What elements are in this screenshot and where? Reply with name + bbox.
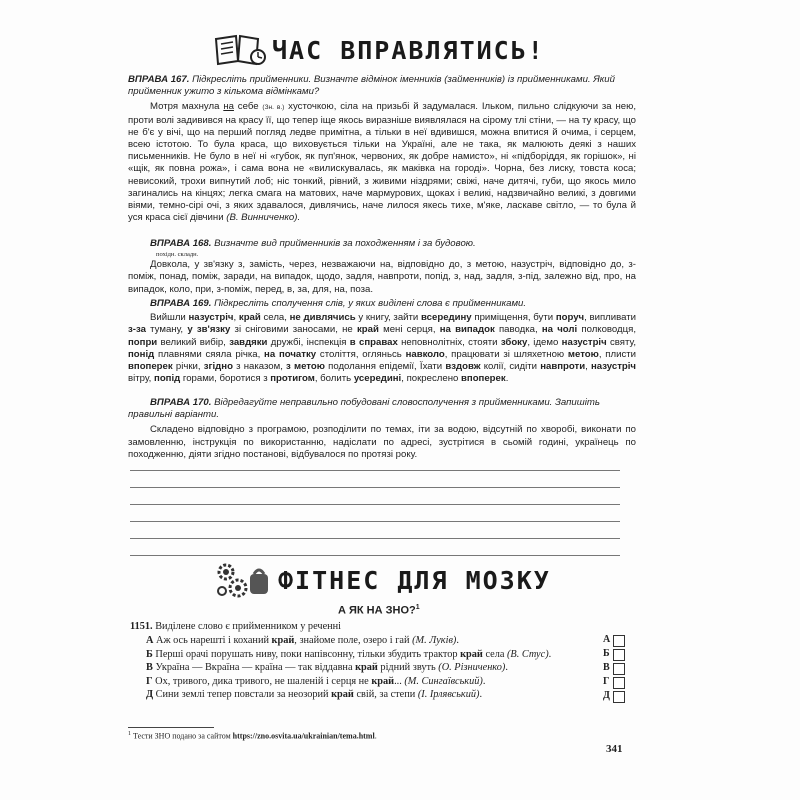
section-title: ФІТНЕС ДЛЯ МОЗКУ <box>278 565 551 595</box>
exercise-170-text: Складено відповідно з програмою, розподілити по темах, іти за водою, відсутній по хворобі, виконати по замовленню, інструкція по використанню, надіслати по адресі, зустрітися в сьомій годині, українець по походженню, діяти згідно постанові, відбувалося по протязі року. <box>128 424 636 460</box>
answer-line[interactable] <box>130 487 620 488</box>
footnote-number: 1 <box>128 731 131 737</box>
text-segment: , ідемо <box>527 336 562 348</box>
highlighted-word: впоперек <box>461 373 506 385</box>
exercise-170 <box>128 397 636 461</box>
option-text: . <box>479 689 483 701</box>
text-segment: себе <box>233 101 263 113</box>
highlighted-word: всередину <box>421 312 472 324</box>
highlighted-word: з-за <box>128 324 146 336</box>
highlighted-word: не дивлячись <box>289 312 356 324</box>
highlighted-word: збоку <box>500 336 528 348</box>
exercise-168-text: Довкола, у зв'язку з, замість, через, незважаючи на, відповідно до, з метою, назустріч, відповідно до, з-поміж, понад, поміж, заради, на випадок, щодо, задля, навпроти, попід, з, над, задля, з-під, залежно від, про, на випадок, коло, при, з-поміж, перед, в, за, для, на, поза. <box>128 259 636 295</box>
highlighted-word: з метою <box>286 361 325 373</box>
footnote <box>128 731 377 741</box>
highlighted-word: згідно <box>203 361 233 373</box>
fitness-section-header <box>214 560 551 600</box>
answer-option <box>146 634 598 648</box>
highlighted-word: протигом <box>270 373 315 385</box>
answer-letter: Г <box>603 676 610 687</box>
answer-line[interactable] <box>130 555 620 556</box>
text-segment: великий вибір, <box>157 336 230 348</box>
option-text: , знайоме поле, озеро і гай <box>294 635 413 646</box>
text-segment: , <box>233 312 239 324</box>
text-segment: хусточкою, сіла на призьбі й задумалася. Ільком, пильно слідкуючи за нею, проти волі задивився на красу її, що тепер іще якось виразніше виявлялася на сірому тлі стіни, — на ту красу, що не б'є у вічі, що на перший погляд ледве примітна, а тільки в неї вдивишся, можна впитися й очима, і серцем, всею істотою. То була краса, що виховується тільки на Україні, але не така, як малюють деякі з наших письменників. Не було в неї ні «губок, як пуп'янок, червоних, як добре намисто», ні «підборіддя, як горішок», ні «щік, як повна рожа», і сама вона не «вилискувалась, як маківка на городі». Чорна, без лиску, товста коса; невисокий, трохи випнутий лоб; ніс тонкий, рівний, з живими ніздрями; свіжі, наче дитячі, губи, що якось мило загинались на кінцях; легка смага на матових, наче мармурових, щоках і великі, надзвичайно великі, з довгими віями, темно-сірі очі, з яких здавалося, дивлячись, наче лилося якесь тихе, м'яке, ласкаве світло, — то була й уся краса сієї дівчини <box>128 101 636 224</box>
exercise-168-task <box>128 238 636 250</box>
highlighted-word: край <box>356 324 379 336</box>
footnote-divider <box>128 727 214 728</box>
text-segment: плавнями сяяла річка, <box>154 348 265 360</box>
footnote-text: Тести ЗНО подано за сайтом <box>133 731 233 741</box>
answer-letter: Б <box>603 648 610 659</box>
option-text: ... <box>394 675 405 687</box>
text-segment: з наказом, <box>232 361 287 373</box>
text-segment: святу, <box>606 336 636 348</box>
text-segment: річки, <box>172 361 204 373</box>
section-title: ЧАС ВПРАВЛЯТИСЬ! <box>272 35 545 65</box>
highlighted-word: край <box>238 312 261 324</box>
option-keyword: край <box>371 675 395 687</box>
exercise-169-heading: ВПРАВА 169. <box>150 298 212 309</box>
highlighted-word: у зв'язку <box>187 324 231 336</box>
text-segment: паводка, <box>494 324 542 336</box>
exercise-170-task <box>128 397 636 421</box>
option-text: Ох, тривого, дика тривого, не шаленій і серця не <box>152 675 372 687</box>
highlighted-word: на чолі <box>541 324 578 336</box>
highlighted-word: усередині <box>353 373 402 385</box>
exercise-168 <box>128 238 636 296</box>
answer-letter: В <box>603 662 610 673</box>
exercise-170-heading: ВПРАВА 170. <box>150 397 212 408</box>
text-segment: мені серця, <box>378 324 440 336</box>
highlighted-word: назустріч <box>188 312 234 324</box>
option-letter: Б <box>146 648 153 660</box>
gears-brain-icon <box>214 560 272 600</box>
book-clock-icon <box>214 33 266 67</box>
option-letter: А <box>146 635 154 646</box>
exercise-168-heading: ВПРАВА 168. <box>150 238 212 249</box>
text-segment: туману, <box>145 324 188 336</box>
case-annotation: (Зн. в.) <box>262 104 285 112</box>
exercise-167-task <box>128 74 636 98</box>
exercise-169-text <box>128 312 636 385</box>
answer-option <box>146 648 598 662</box>
answer-line[interactable] <box>130 470 620 471</box>
text-segment: приміщення, бути <box>471 312 556 324</box>
exercise-section-header <box>214 33 545 67</box>
highlighted-word: назустріч <box>561 336 607 348</box>
highlighted-word: метою <box>567 348 599 360</box>
exercise-169-task <box>128 298 636 310</box>
question-prompt: Виділене слово є прийменником у реченні <box>155 621 342 632</box>
highlighted-word: на випадок <box>439 324 495 336</box>
answer-checkbox[interactable] <box>613 663 625 675</box>
exercise-169 <box>128 298 636 385</box>
question-number: 1151. <box>130 621 153 632</box>
option-keyword: край <box>331 689 354 701</box>
text-segment: , <box>585 361 591 373</box>
text-segment: дружбі, інспекція <box>267 336 350 348</box>
text-segment: , плисти <box>598 348 636 360</box>
option-text: села <box>482 648 507 660</box>
exercise-167-instructions: Підкресліть прийменники. Визначте відмінок іменників (займенників) із прийменниками. Який прийменник ужито з кількома відмінками? <box>128 74 615 98</box>
underlined-preposition: на <box>223 101 234 113</box>
text-segment: вітру, <box>128 373 155 385</box>
option-text: . <box>456 635 459 646</box>
text-segment: , працювати зі шляхетною <box>444 348 568 360</box>
answer-option <box>146 661 598 675</box>
handwritten-note: похідн. складн. <box>156 251 199 259</box>
option-text: . <box>482 675 486 687</box>
text-segment: зі сніговими заносами, не <box>230 324 357 336</box>
option-text: Сини землі тепер повстали за неозорий <box>153 689 332 701</box>
text-segment: століття, огляньсь <box>316 348 406 360</box>
highlighted-word: завдяки <box>229 336 268 348</box>
author-citation: (І. Ірлявський) <box>417 689 480 701</box>
footnote-marker: 1 <box>415 604 420 611</box>
author-citation: (В. Винниченко). <box>226 212 301 224</box>
text-segment: села, <box>260 312 290 324</box>
text-segment: у книгу, зайти <box>355 312 421 324</box>
answer-checkbox[interactable] <box>613 635 625 647</box>
exercise-167 <box>128 74 636 224</box>
author-citation: (М. Сингаївський) <box>404 675 483 687</box>
option-text: Перші орачі порушать ниву, поки напівсонну, тільки збудить трактор <box>152 648 461 660</box>
option-keyword: край <box>460 648 483 660</box>
highlighted-word: назустріч <box>590 361 636 373</box>
highlighted-word: поруч <box>555 312 585 324</box>
text-segment: Мотря махнула <box>150 101 224 113</box>
author-citation: (В. Стус) <box>507 648 549 660</box>
text-segment: , випливати <box>584 312 636 324</box>
text-segment: горами, боротися з <box>180 373 271 385</box>
author-citation: (М. Луків) <box>412 635 457 646</box>
answer-line[interactable] <box>130 504 620 505</box>
exercise-169-instructions: Підкресліть сполучення слів, у яких виділені слова є прийменниками. <box>214 298 527 309</box>
highlighted-word: попри <box>128 336 158 348</box>
exercise-167-text <box>128 101 636 224</box>
answer-checkbox[interactable] <box>613 677 625 689</box>
text-segment: подолання епідемії, Їхати <box>324 361 446 373</box>
option-text: Аж ось нарешті і коханий <box>153 635 272 646</box>
highlighted-word: понід <box>128 348 155 360</box>
answer-letter: А <box>603 634 611 645</box>
exercise-170-instructions: Відредагуйте неправильно побудовані словосполучення з прийменниками. Запишіть правильні варіанти. <box>128 397 600 421</box>
answer-option <box>146 675 598 689</box>
option-text: рідний звуть <box>377 662 439 674</box>
highlighted-word: вздовж <box>445 361 481 373</box>
option-letter: Г <box>146 675 153 687</box>
author-citation: (О. Різниченко) <box>438 662 506 674</box>
page-number: 341 <box>606 743 623 755</box>
highlighted-word: на початку <box>264 348 317 360</box>
option-text: . <box>548 648 552 660</box>
exercise-167-heading: ВПРАВА 167. <box>128 74 190 85</box>
answer-line[interactable] <box>130 521 620 522</box>
text-segment: . <box>505 373 509 385</box>
footnote-end: . <box>374 731 377 741</box>
answer-checkbox[interactable] <box>613 691 625 703</box>
exercise-168-instructions: Визначте вид прийменників за походженням і за будовою. <box>214 238 476 249</box>
answer-letter: Д <box>603 690 610 701</box>
answer-line[interactable] <box>130 538 620 539</box>
option-letter: Д <box>146 689 154 701</box>
text-segment: колії, сидіти <box>480 361 541 373</box>
answer-options <box>146 634 598 702</box>
option-text: Україна — Вкраїна — країна — так віддавна <box>152 662 356 674</box>
footnote-link[interactable]: https://zno.osvita.ua/ukrainian/tema.html <box>232 731 375 741</box>
zno-subtitle-text: А ЯК НА ЗНО? <box>338 604 416 617</box>
text-segment: Вийшли <box>150 312 189 324</box>
option-letter: В <box>146 662 153 674</box>
option-text: . <box>505 662 508 674</box>
option-keyword: край <box>271 635 295 646</box>
text-segment: полководця, <box>577 324 636 336</box>
highlighted-word: впоперек <box>128 361 173 373</box>
option-text: свій, за степи <box>353 689 418 701</box>
highlighted-word: попід <box>154 373 181 385</box>
text-segment: неповнолітніх, стояти <box>397 336 501 348</box>
text-segment: , болить <box>314 373 354 385</box>
highlighted-word: навпроти <box>540 361 586 373</box>
answer-checkbox[interactable] <box>613 649 625 661</box>
highlighted-word: в справах <box>349 336 398 348</box>
option-keyword: край <box>355 662 378 674</box>
test-question <box>130 620 620 634</box>
highlighted-word: навколо <box>405 348 445 360</box>
zno-subtitle <box>338 604 420 617</box>
text-segment: , покреслено <box>401 373 461 385</box>
answer-option <box>146 688 598 702</box>
